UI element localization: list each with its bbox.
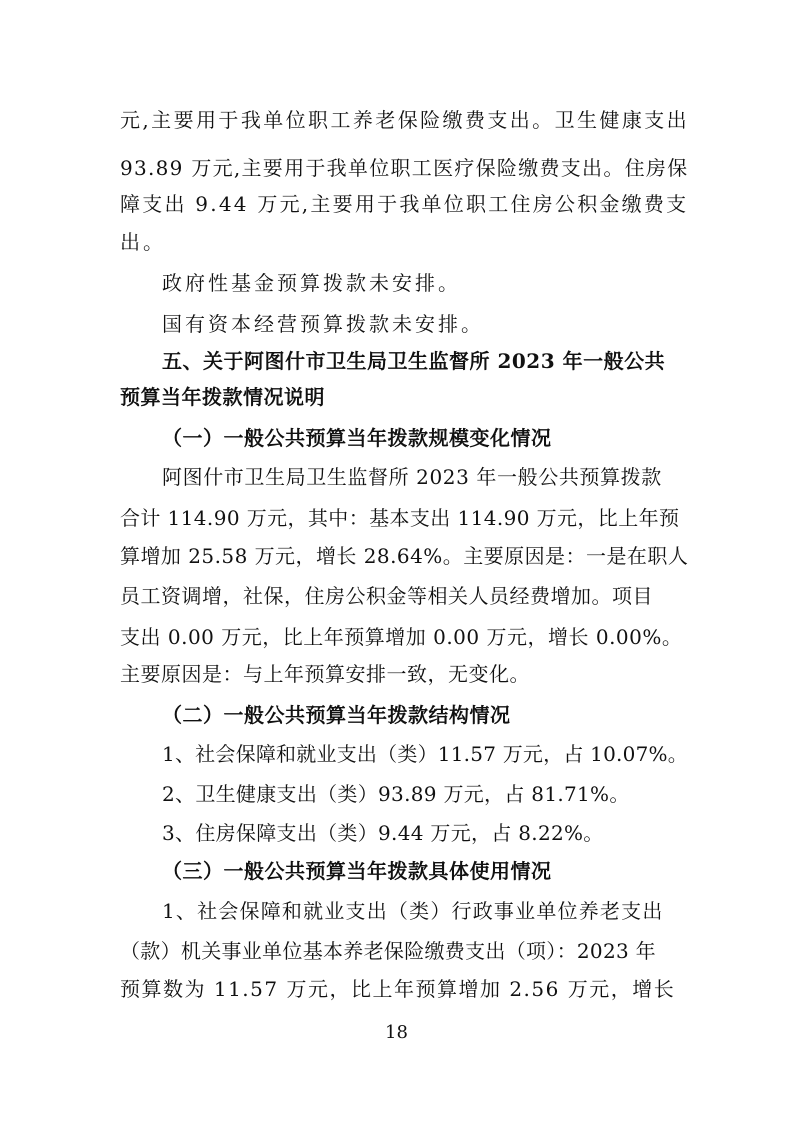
body-line: 阿图什市卫生局卫生监督所 2023 年一般公共预算拨款 [162,465,662,489]
body-line: 合计 114.90 万元，其中：基本支出 114.90 万元，比上年预 [120,506,680,530]
body-line: 预算数为 11.57 万元，比上年预算增加 2.56 万元，增长 [120,977,676,1001]
body-line: 国有资本经营预算拨款未安排。 [162,312,484,336]
body-line: 员工资调增，社保，住房公积金等相关人员经费增加。项目 [120,584,653,608]
body-line: 1、社会保障和就业支出（类）行政事业单位养老支出 [162,899,664,923]
subsection-heading: （二）一般公共预算当年拨款结构情况 [162,703,511,727]
section-heading: 预算当年拨款情况说明 [120,385,325,409]
body-line: 政府性基金预算拨款未安排。 [162,271,461,295]
body-line: 元,主要用于我单位职工养老保险缴费支出。卫生健康支出 [120,108,690,132]
page-number: 18 [385,1022,408,1043]
body-line: 障支出 9.44 万元,主要用于我单位职工住房公积金缴费支 [120,192,689,216]
subsection-heading: （三）一般公共预算当年拨款具体使用情况 [162,859,552,883]
section-heading: 五、关于阿图什市卫生局卫生监督所 2023 年一般公共 [162,349,666,373]
body-line: 93.89 万元,主要用于我单位职工医疗保险缴费支出。住房保 [120,156,689,180]
body-line: 算增加 25.58 万元，增长 28.64%。主要原因是：一是在职人 [120,544,689,568]
body-line: 支出 0.00 万元，比上年预算增加 0.00 万元，增长 0.00%。 [120,625,683,649]
body-line: （款）机关事业单位基本养老保险缴费支出（项）：2023 年 [120,939,656,963]
list-item: 2、卫生健康支出（类）93.89 万元，占 81.71%。 [162,782,630,806]
body-line: 出。 [120,230,166,254]
list-item: 3、住房保障支出（类）9.44 万元，占 8.22%。 [162,821,604,845]
body-line: 主要原因是：与上年预算安排一致，无变化。 [120,662,530,686]
subsection-heading: （一）一般公共预算当年拨款规模变化情况 [162,426,552,450]
list-item: 1、社会保障和就业支出（类）11.57 万元，占 10.07%。 [162,742,688,766]
